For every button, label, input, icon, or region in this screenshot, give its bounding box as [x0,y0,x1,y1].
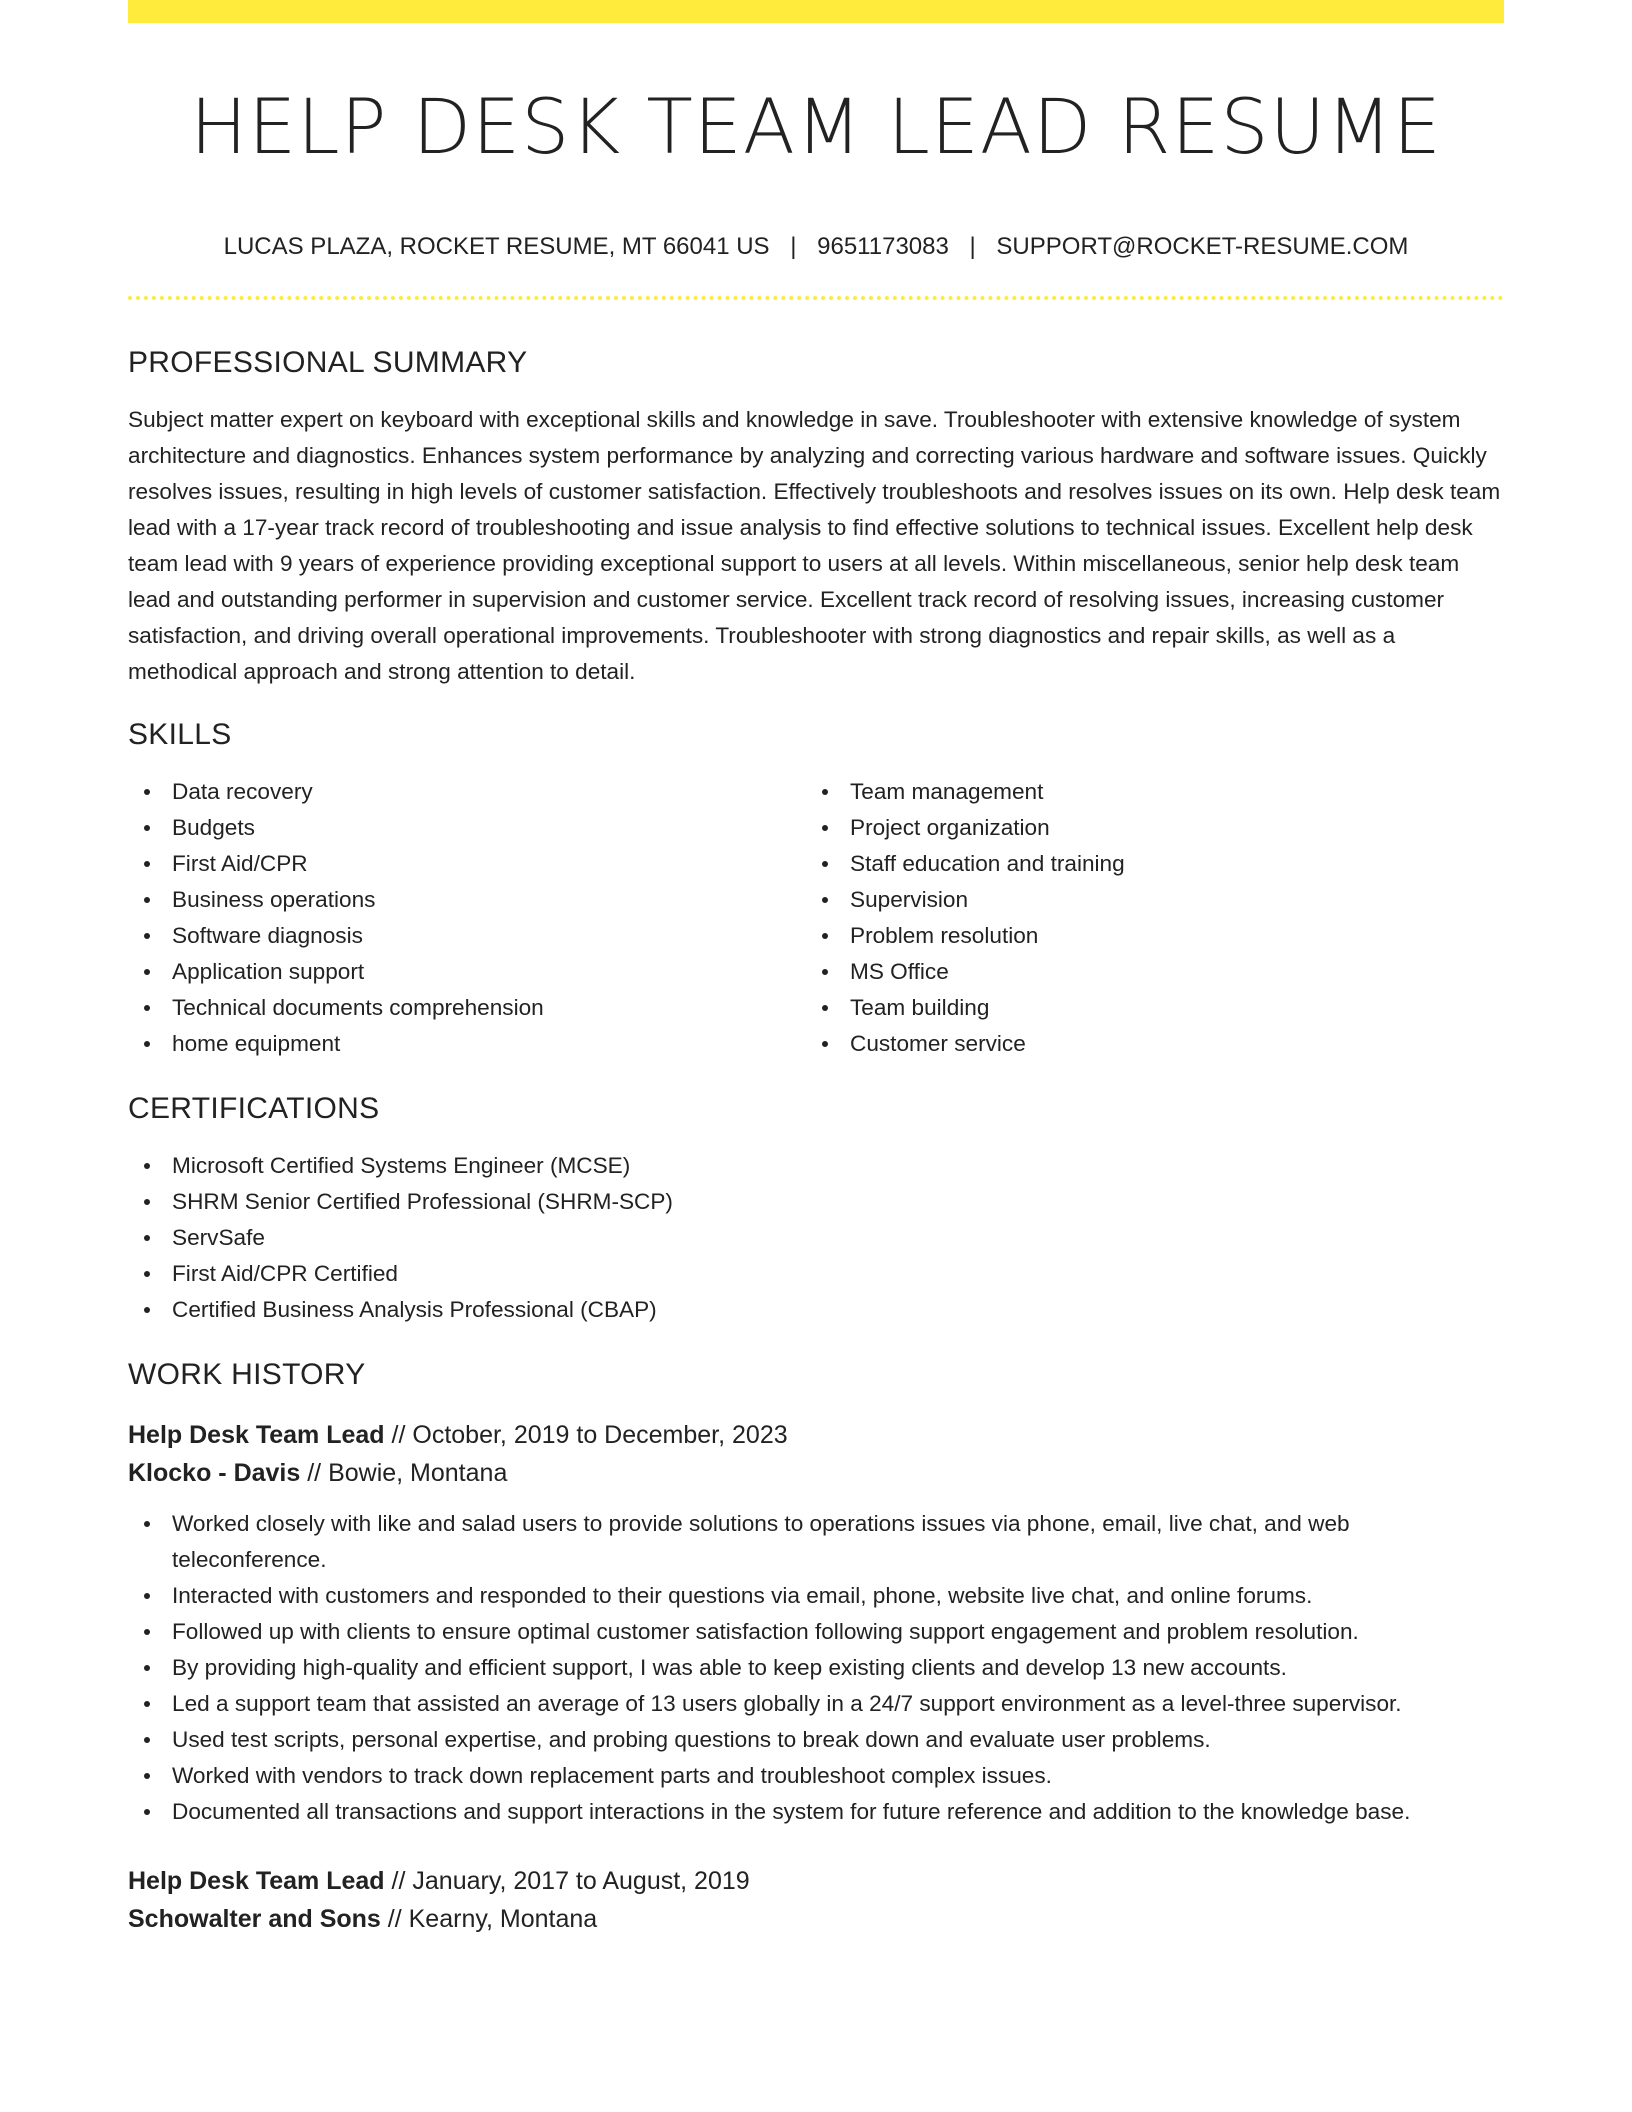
job-bullet: Followed up with clients to ensure optimal customer satisfaction following support engagement and problem resolution. [128,1614,1504,1650]
resume-page [128,0,1504,1938]
skill-item: First Aid/CPR [128,846,806,882]
summary-section [128,344,1504,690]
job-title: Help Desk Team Lead [128,1867,385,1895]
skill-item: home equipment [128,1026,806,1062]
accent-top-bar [128,0,1504,23]
skills-column-right [806,774,1484,1062]
certifications-section [128,1090,1504,1328]
job-bullet-list [128,1506,1504,1830]
job-location: // Bowie, Montana [307,1459,508,1487]
skills-list-left [128,774,806,1062]
certifications-list [128,1148,1504,1328]
skill-item: Team management [806,774,1484,810]
skill-item: Staff education and training [806,846,1484,882]
job-bullet: Documented all transactions and support interactions in the system for future reference and addition to the knowledge base. [128,1794,1504,1830]
skill-item: Budgets [128,810,806,846]
job-location: // Kearny, Montana [387,1905,598,1933]
skill-item: Technical documents comprehension [128,990,806,1026]
job-bullet: Interacted with customers and responded to their questions via email, phone, website live chat, and online forums. [128,1578,1504,1614]
certifications-heading: CERTIFICATIONS [128,1092,380,1125]
job-entry [128,1416,1504,1830]
job-bullet: Led a support team that assisted an average of 13 users globally in a 24/7 support environment as a level-three supervisor. [128,1686,1504,1722]
certification-item: ServSafe [128,1220,1504,1256]
job-dates: // January, 2017 to August, 2019 [391,1867,750,1895]
skills-grid [128,774,1504,1062]
summary-text: Subject matter expert on keyboard with exceptional skills and knowledge in save. Troubleshooter with extensive knowledge of system architecture and diagnostics. Enhances system performance by analyzing and correcting various hardware and software issues. Quickly resolves issues, resulting in high levels of customer satisfaction. Effectively troubleshoots and resolves issues on its own. Help desk team lead with a 17-year track record of troubleshooting and issue analysis to find effective solutions to technical issues. Excellent help desk team lead with 9 years of experience providing exceptional support to users at all levels. Within miscellaneous, senior help desk team lead and outstanding performer in supervision and customer service. Excellent track record of resolving issues, increasing customer satisfaction, and driving overall operational improvements. Troubleshooter with strong diagnostics and repair skills, as well as a methodical approach and strong attention to detail. [128,407,1501,684]
skill-item: Business operations [128,882,806,918]
work-history-section [128,1356,1504,1938]
contact-phone: 9651173083 [817,233,949,260]
skill-item: Supervision [806,882,1484,918]
job-bullet: Worked closely with like and salad users to provide solutions to operations issues via phone, email, live chat, and web teleconference. [128,1506,1504,1578]
contact-address: LUCAS PLAZA, ROCKET RESUME, MT 66041 US [223,233,770,260]
summary-heading: PROFESSIONAL SUMMARY [128,346,528,379]
skills-section [128,716,1504,1062]
job-title-line [128,1416,1504,1454]
dotted-divider [128,296,1504,300]
skill-item: Software diagnosis [128,918,806,954]
skill-item: Problem resolution [806,918,1484,954]
contact-separator: | [969,233,976,260]
contact-line [128,231,1504,263]
skill-item: Data recovery [128,774,806,810]
contact-email: SUPPORT@ROCKET-RESUME.COM [996,233,1409,260]
certification-item: First Aid/CPR Certified [128,1256,1504,1292]
job-title: Help Desk Team Lead [128,1421,385,1449]
work-history-heading: WORK HISTORY [128,1358,366,1391]
resume-title: HELP DESK TEAM LEAD RESUME [190,82,1442,171]
skill-item: Project organization [806,810,1484,846]
job-bullet: By providing high-quality and efficient support, I was able to keep existing clients and develop 13 new accounts. [128,1650,1504,1686]
skill-item: MS Office [806,954,1484,990]
job-bullet: Used test scripts, personal expertise, and probing questions to break down and evaluate user problems. [128,1722,1504,1758]
job-company: Klocko - Davis [128,1459,301,1487]
skill-item: Team building [806,990,1484,1026]
certification-item: Microsoft Certified Systems Engineer (MCSE) [128,1148,1504,1184]
job-company-line [128,1454,1504,1492]
certification-item: Certified Business Analysis Professional (CBAP) [128,1292,1504,1328]
contact-separator: | [790,233,797,260]
job-company: Schowalter and Sons [128,1905,381,1933]
job-bullet: Worked with vendors to track down replacement parts and troubleshoot complex issues. [128,1758,1504,1794]
job-title-line [128,1862,1504,1900]
job-entry [128,1862,1504,1938]
job-company-line [128,1900,1504,1938]
skill-item: Application support [128,954,806,990]
skills-column-left [128,774,806,1062]
skill-item: Customer service [806,1026,1484,1062]
skills-heading: SKILLS [128,718,232,751]
certification-item: SHRM Senior Certified Professional (SHRM-SCP) [128,1184,1504,1220]
job-dates: // October, 2019 to December, 2023 [391,1421,788,1449]
skills-list-right [806,774,1484,1062]
